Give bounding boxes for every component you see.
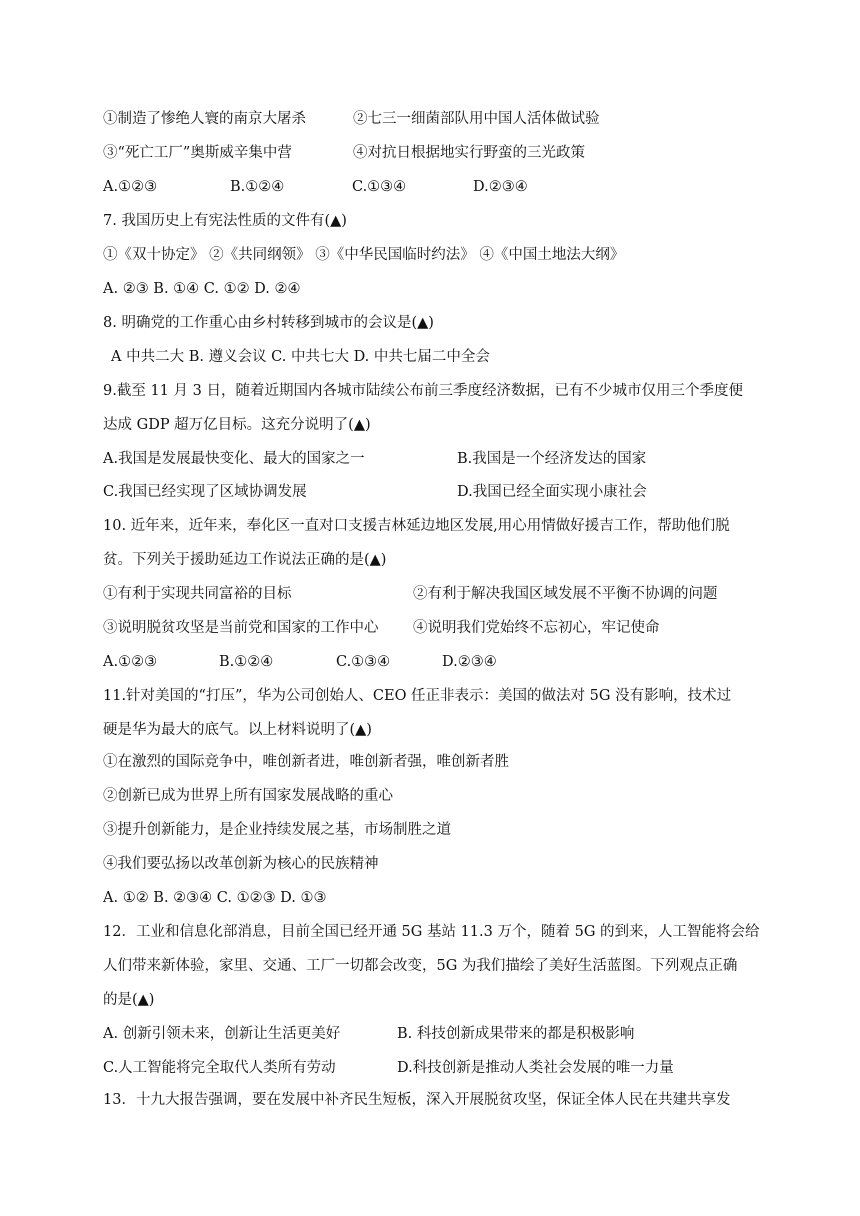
q12-option-d: D.科技创新是推动人类社会发展的唯一力量 [397,1060,674,1076]
q10-item-3: ③说明脱贫攻坚是当前党和国家的工作中心 [103,620,379,636]
q6-item-2: ②七三一细菌部队用中国人活体做试验 [353,111,600,127]
q6-item-1: ①制造了惨绝人寰的南京大屠杀 [103,111,306,127]
q12-option-a: A. 创新引领未来，创新让生活更美好 [103,1026,341,1042]
q6-option-c: C.①③④ [352,179,407,195]
q12-option-b: B. 科技创新成果带来的都是积极影响 [397,1026,635,1042]
q9-stem-line-1: 9.截至 11 月 3 日，随着近期国内各城市陆续公布前三季度经济数据，已有不少城市仅用三个季度便 [103,383,743,399]
q10-option-b: B.①②④ [219,654,274,670]
q10-option-c: C.①③④ [336,654,391,670]
q12-option-c: C.人工智能将完全取代人类所有劳动 [103,1060,336,1076]
q12-stem-line-3: 的是(▲) [103,992,155,1008]
q6-item-4: ④对抗日根据地实行野蛮的三光政策 [353,145,585,161]
q11-item-3: ③提升创新能力，是企业持续发展之基，市场制胜之道 [103,822,451,838]
q10-stem-line-2: 贫。下列关于援助延边工作说法正确的是(▲) [103,552,387,568]
q6-option-b: B.①②④ [230,179,285,195]
q10-option-a: A.①②③ [103,654,158,670]
q6-option-a: A.①②③ [103,179,158,195]
q9-option-d: D.我国已经全面实现小康社会 [457,484,647,500]
q10-item-4: ④说明我们党始终不忘初心，牢记使命 [413,620,660,636]
q11-stem-line-2: 硬是华为最大的底气。以上材料说明了(▲) [103,722,372,738]
q9-option-b: B.我国是一个经济发达的国家 [457,451,647,467]
q11-item-1: ①在激烈的国际竞争中，唯创新者进，唯创新者强，唯创新者胜 [103,754,509,770]
q9-option-c: C.我国已经实现了区域协调发展 [103,484,307,500]
q13-stem-line-1: 13．十九大报告强调，要在发展中补齐民生短板，深入开展脱贫攻坚，保证全体人民在共建共享发 [103,1092,731,1108]
q9-stem-line-2: 达成 GDP 超万亿目标。这充分说明了(▲) [103,417,371,433]
q7-stem: 7. 我国历史上有宪法性质的文件有(▲) [103,213,347,229]
q8-options: A 中共二大 B. 遵义会议 C. 中共七大 D. 中共七届二中全会 [111,349,490,365]
q11-item-2: ②创新已成为世界上所有国家发展战略的重心 [103,788,393,804]
q8-stem: 8. 明确党的工作重心由乡村转移到城市的会议是(▲) [103,315,434,331]
q10-stem-line-1: 10. 近年来，近年来，奉化区一直对口支援吉林延边地区发展,用心用情做好援吉工作，帮助他们脱 [103,518,730,534]
q11-item-4: ④我们要弘扬以改革创新为核心的民族精神 [103,856,379,872]
q6-item-3: ③“死亡工厂”奥斯威辛集中营 [103,145,292,161]
q12-stem-line-2: 人们带来新体验，家里、交通、工厂一切都会改变，5G 为我们描绘了美好生活蓝图。下列观点正确 [103,958,738,974]
q7-options: A. ②③ B. ①④ C. ①② D. ②④ [103,281,301,297]
q6-option-d: D.②③④ [473,179,528,195]
q7-items: ①《双十协定》 ②《共同纲领》 ③《中华民国临时约法》 ④《中国土地法大纲》 [103,247,625,263]
q10-item-1: ①有利于实现共同富裕的目标 [103,586,292,602]
q10-option-d: D.②③④ [442,654,497,670]
q11-options: A. ①② B. ②③④ C. ①②③ D. ①③ [103,890,327,906]
q11-stem-line-1: 11.针对美国的“打压”，华为公司创始人、CEO 任正非表示：美国的做法对 5G 没有影响，技术过 [103,688,732,704]
q10-item-2: ②有利于解决我国区域发展不平衡不协调的问题 [413,586,718,602]
q9-option-a: A.我国是发展最快变化、最大的国家之一 [103,451,365,467]
q12-stem-line-1: 12．工业和信息化部消息，目前全国已经开通 5G 基站 11.3 万个，随着 5G 的到来，人工智能将会给 [103,924,760,940]
